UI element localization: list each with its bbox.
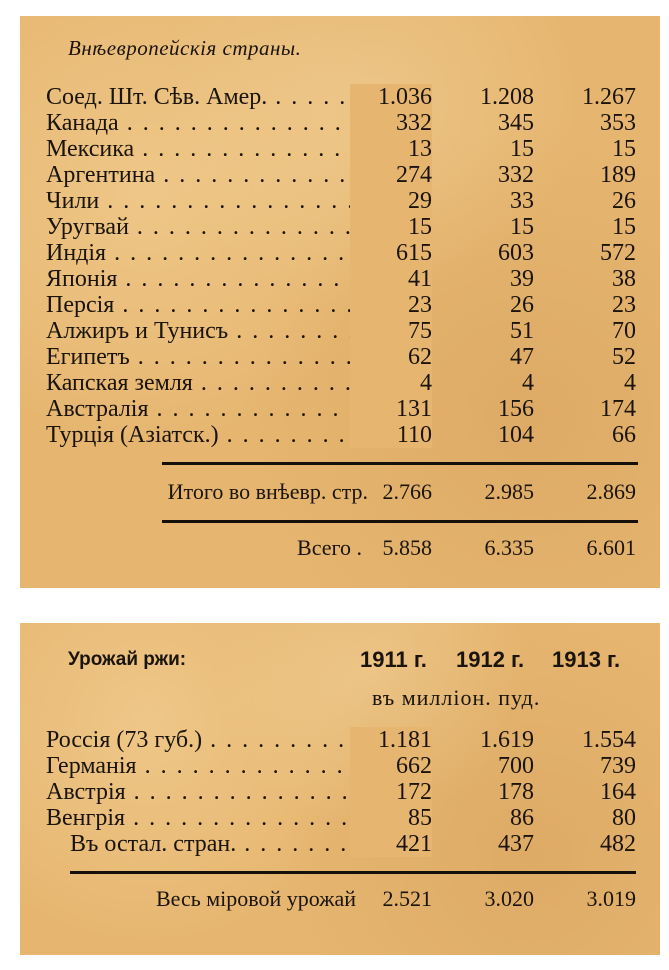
grand-total-1912: 6.335 [484,535,534,560]
value-1911: 332 [350,110,432,136]
table-row [20,396,660,422]
value-1911: 13 [350,136,432,162]
value-1913: 38 [612,266,636,292]
table-non-european-countries [20,16,660,588]
row-country-name: Въ остал. стран. . . . [70,831,396,857]
grand-total-label: Всего . [297,535,362,560]
value-1912: 156 [498,396,534,422]
table-row [20,188,660,214]
subtotal-1912: 2.985 [484,479,534,504]
table-row [20,370,660,396]
row-country-name: Индія . . . [46,240,396,266]
world-total-label: Весь міровой урожай [155,886,356,911]
value-1911: 421 [350,831,432,857]
table-rye-harvest [20,623,660,955]
row-country-name: Японія . . . [46,266,396,292]
value-1911: 662 [350,753,432,779]
value-1912: 178 [498,779,534,805]
value-1913: 70 [612,318,636,344]
value-1912: 26 [510,292,534,318]
value-1912: 345 [498,110,534,136]
value-1913: 353 [600,110,636,136]
row-country-name: Уругвай . . . [46,214,396,240]
value-1913: 174 [600,396,636,422]
value-1913: 164 [600,779,636,805]
row-country-name: Венгрія . . . [46,805,396,831]
value-1913: 15 [612,214,636,240]
table-row [20,162,660,188]
value-1912: 86 [510,805,534,831]
value-1912: 603 [498,240,534,266]
grand-total-1913: 6.601 [586,535,636,560]
world-total-1911: 2.521 [382,886,432,911]
value-1911: 23 [350,292,432,318]
divider-rule [162,520,638,523]
row-country-name: Австралія . . . [46,396,396,422]
table-row [20,779,660,805]
section-heading: Внѣевропейскія страны. [68,36,302,60]
value-1912: 104 [498,422,534,448]
value-1911: 110 [350,422,432,448]
row-country-name: Германія . . . [46,753,396,779]
world-total-1913: 3.019 [586,886,636,911]
value-1911: 4 [350,370,432,396]
value-1912: 1.208 [480,84,534,110]
table-row [20,214,660,240]
value-1911: 41 [350,266,432,292]
row-country-name: Капская земля . . . [46,370,396,396]
table-row [20,84,660,110]
value-1912: 15 [510,214,534,240]
row-country-name: Чили . . . [46,188,396,214]
value-1913: 4 [624,370,636,396]
grand-total-row [20,534,660,562]
value-1911: 615 [350,240,432,266]
value-1911: 274 [350,162,432,188]
value-1913: 15 [612,136,636,162]
year-header-1911: 1911 г. [360,647,427,672]
value-1911: 131 [350,396,432,422]
subtotal-row [20,478,660,506]
value-1911: 75 [350,318,432,344]
table-row [20,240,660,266]
year-header-1912: 1912 г. [456,647,525,672]
row-country-name: Мексика . . . [46,136,396,162]
value-1913: 189 [600,162,636,188]
value-1913: 23 [612,292,636,318]
value-1911: 85 [350,805,432,831]
subtotal-1913: 2.869 [586,479,636,504]
value-1911: 62 [350,344,432,370]
value-1913: 1.267 [582,84,636,110]
row-country-name: Персія . . . [46,292,396,318]
value-1913: 1.554 [582,727,636,753]
table-row [20,344,660,370]
value-1911: 29 [350,188,432,214]
value-1911: 172 [350,779,432,805]
value-1912: 437 [498,831,534,857]
value-1913: 52 [612,344,636,370]
world-total-row [20,885,660,913]
table-row [20,110,660,136]
value-1912: 47 [510,344,534,370]
section-heading: Урожай ржи: [68,649,187,670]
row-country-name: Австрія . . . [46,779,396,805]
row-country-name: Аргентина . . . [46,162,396,188]
table-row [20,753,660,779]
value-1911: 1.181 [350,727,432,753]
subtotal-label: Итого во внѣевр. стр. [167,479,368,504]
value-1913: 80 [612,805,636,831]
value-1913: 66 [612,422,636,448]
value-1912: 4 [522,370,534,396]
value-1912: 39 [510,266,534,292]
table-row [20,318,660,344]
row-country-name: Канада . . . [46,110,396,136]
value-1912: 33 [510,188,534,214]
value-1912: 51 [510,318,534,344]
value-1912: 332 [498,162,534,188]
table-row [20,727,660,753]
unit-label: въ милліон. пуд. [372,685,541,710]
divider-rule [70,871,636,874]
table-row [20,805,660,831]
table-row [20,831,660,857]
table-row [20,292,660,318]
value-1911: 1.036 [350,84,432,110]
row-country-name: Россія (73 губ.) . . . [46,727,396,753]
subtotal-1911: 2.766 [382,479,432,504]
value-1913: 482 [600,831,636,857]
value-1912: 1.619 [480,727,534,753]
year-header-1913: 1913 г. [552,647,621,672]
table-row [20,266,660,292]
value-1913: 739 [600,753,636,779]
world-total-1912: 3.020 [484,886,534,911]
value-1911: 15 [350,214,432,240]
divider-rule [162,462,638,465]
table-row [20,422,660,448]
value-1912: 700 [498,753,534,779]
row-country-name: Алжиръ и Тунисъ . . . [46,318,396,344]
row-country-name: Соед. Шт. Сѣв. Амер. . . . [46,84,396,110]
row-country-name: Турція (Азіатск.) . . . [46,422,396,448]
table-row [20,136,660,162]
value-1912: 15 [510,136,534,162]
value-1913: 572 [600,240,636,266]
row-country-name: Египетъ . . . [46,344,396,370]
value-1913: 26 [612,188,636,214]
grand-total-1911: 5.858 [382,535,432,560]
